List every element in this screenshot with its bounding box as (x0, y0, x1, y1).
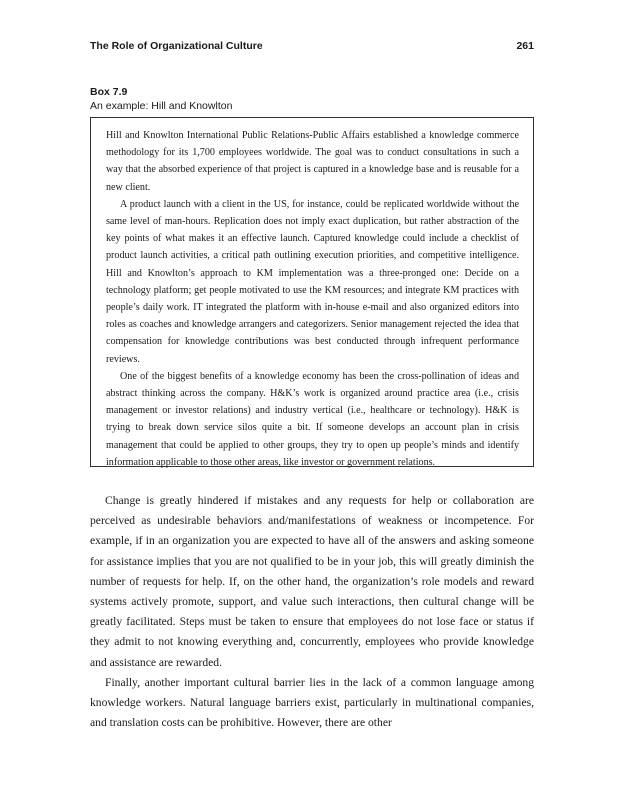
box-paragraph: Hill and Knowlton International Public Relations-Public Affairs established a knowledge commerce methodology for its 1,700 employees worldwide. The goal was to conduct consultations in such a way that the absorbed experience of that project is captured in a knowledge base and is reusable for a new client. (106, 130, 519, 193)
box-paragraph: One of the biggest benefits of a knowledge economy has been the cross-pollination of ideas and abstract thinking across the company. H&K’s work is organized around practice area (i.e., crisis management or investor relations) and industry vertical (i.e., healthcare or technology). H&K is trying to break down service silos quite a bit. If someone develops an account plan in crisis management that could be applied to other groups, they try to open up people’s minds and identify information applicable to those other areas, like investor or government relations. (106, 370, 519, 468)
box-subtitle: An example: Hill and Knowlton (90, 100, 233, 112)
body-paragraph: Finally, another important cultural barrier lies in the lack of a common language among knowledge workers. Natural language barriers exist, particularly in multinational companies, and translation costs can be prohibitive. However, there are other (90, 675, 534, 730)
body-paragraph: Change is greatly hindered if mistakes and any requests for help or collaboration are perceived as undesirable behaviors and/manifestations of weakness or incompetence. For example, if in an organization you are expected to have all of the answers and asking someone for assistance implies that you are not qualified to be in your job, this will greatly diminish the number of requests for help. If, on the other hand, the organization’s role models and reward systems actively promote, support, and value such interactions, then cultural change will be greatly facilitated. Steps must be taken to ensure that employees do not lose face or status if they admit to not knowing everything and, concurrently, employees who provide knowledge and assistance are rewarded. (90, 494, 534, 669)
running-header (90, 40, 534, 56)
page-number: 261 (516, 40, 534, 52)
example-box (90, 117, 534, 467)
box-label: Box 7.9 (90, 86, 128, 98)
box-paragraph: A product launch with a client in the US, for instance, could be replicated worldwide without the same level of man-hours. Replication does not imply exact duplication, but rather abstraction of the key points of what makes it an effective launch. Captured knowledge could include a checklist of product launch activities, a critical path outlining execution priorities, and competitive intelligence. Hill and Knowlton’s approach to KM implementation was a three-pronged one: Decide on a technology platform; get people motivated to use the KM resources; and integrate KM practices with people’s daily work. IT integrated the platform with in-house e-mail and also organized editors into roles as coaches and knowledge arrangers and categorizers. Senior management rejected the idea that compensation for knowledge contributions was best conducted through infrequent performance reviews. (106, 198, 519, 365)
chapter-title: The Role of Organizational Culture (90, 40, 263, 52)
body-text (90, 491, 534, 733)
